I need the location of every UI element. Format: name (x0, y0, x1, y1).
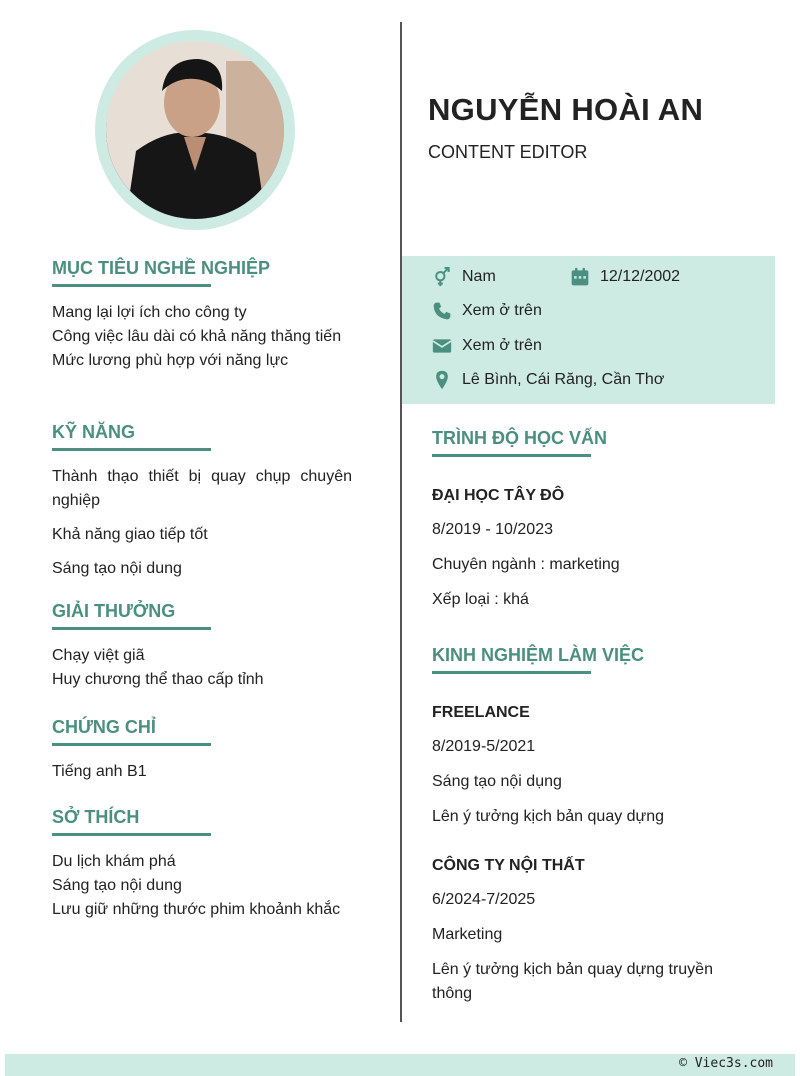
objective-section (52, 258, 352, 373)
contact-email (432, 336, 542, 356)
job-period: 8/2019-5/2021 (432, 738, 536, 755)
email-value: Xem ở trên (462, 337, 542, 354)
skill-item: Khả năng giao tiếp tốt (52, 526, 208, 543)
hobby-item: Sáng tạo nội dung (52, 877, 182, 894)
email-icon (432, 336, 452, 356)
contact-phone (432, 301, 542, 321)
education-grade: Xếp loại : khá (432, 591, 529, 608)
phone-value: Xem ở trên (462, 302, 542, 319)
awards-section (52, 601, 352, 692)
education-section (432, 428, 752, 612)
gender-icon (432, 267, 452, 287)
profile-name: NGUYỄN HOÀI AN (428, 92, 704, 127)
objective-item: Công việc lâu dài có khả năng thăng tiến (52, 328, 342, 345)
avatar (106, 41, 284, 219)
hobby-item: Lưu giữ những thước phim khoảnh khắc (52, 901, 341, 918)
skill-item: Thành thạo thiết bị quay chụp chuyên nghiệp (52, 468, 352, 509)
job-line: Lên ý tưởng kịch bản quay dựng truyền thông (432, 961, 713, 1002)
objective-item: Mức lương phù hợp với năng lực (52, 352, 289, 369)
job-line: Lên ý tưởng kịch bản quay dựng (432, 808, 665, 825)
phone-icon (432, 301, 452, 321)
education-title: TRÌNH ĐỘ HỌC VẤN (432, 428, 752, 453)
education-school: ĐẠI HỌC TÂY ĐÔ (432, 487, 565, 504)
award-item: Chạy việt giã (52, 647, 145, 664)
objective-item: Mang lại lợi ích cho công ty (52, 304, 247, 321)
experience-title: KINH NGHIỆM LÀM VIỆC (432, 645, 752, 670)
certificate-item: Tiếng anh B1 (52, 763, 147, 780)
contact-address (432, 370, 664, 390)
avatar-photo (106, 41, 284, 219)
contact-panel (402, 256, 775, 404)
education-period: 8/2019 - 10/2023 (432, 521, 553, 538)
contact-gender (432, 267, 496, 287)
profile-role: CONTENT EDITOR (428, 142, 588, 162)
skills-title: KỸ NĂNG (52, 422, 352, 447)
address-value: Lê Bình, Cái Răng, Cần Thơ (462, 371, 665, 388)
objective-title: MỤC TIÊU NGHỀ NGHIỆP (52, 258, 352, 283)
contact-dob (570, 267, 680, 287)
job-period: 6/2024-7/2025 (432, 891, 536, 908)
award-item: Huy chương thể thao cấp tỉnh (52, 671, 264, 688)
hobbies-section (52, 807, 352, 922)
job-line: Marketing (432, 926, 503, 943)
column-divider (400, 22, 402, 1022)
awards-title: GIẢI THƯỞNG (52, 601, 352, 626)
footer-bar (5, 1054, 795, 1076)
hobby-item: Du lịch khám phá (52, 853, 176, 870)
certificates-section (52, 717, 352, 784)
gender-value: Nam (462, 268, 496, 285)
skill-item: Sáng tạo nội dung (52, 560, 182, 577)
job-org: CÔNG TY NỘI THẤT (432, 857, 585, 874)
avatar-frame (95, 30, 295, 230)
job-org: FREELANCE (432, 704, 530, 721)
job-line: Sáng tạo nội dụng (432, 773, 562, 790)
hobbies-title: SỞ THÍCH (52, 807, 352, 832)
skills-section (52, 422, 352, 581)
experience-section (432, 645, 752, 1006)
location-icon (432, 370, 452, 390)
dob-value: 12/12/2002 (600, 268, 681, 285)
calendar-icon (570, 267, 590, 287)
footer-credit[interactable]: © Viec3s.com (679, 1056, 773, 1071)
certificates-title: CHỨNG CHỈ (52, 717, 352, 742)
education-major: Chuyên ngành : marketing (432, 556, 620, 573)
